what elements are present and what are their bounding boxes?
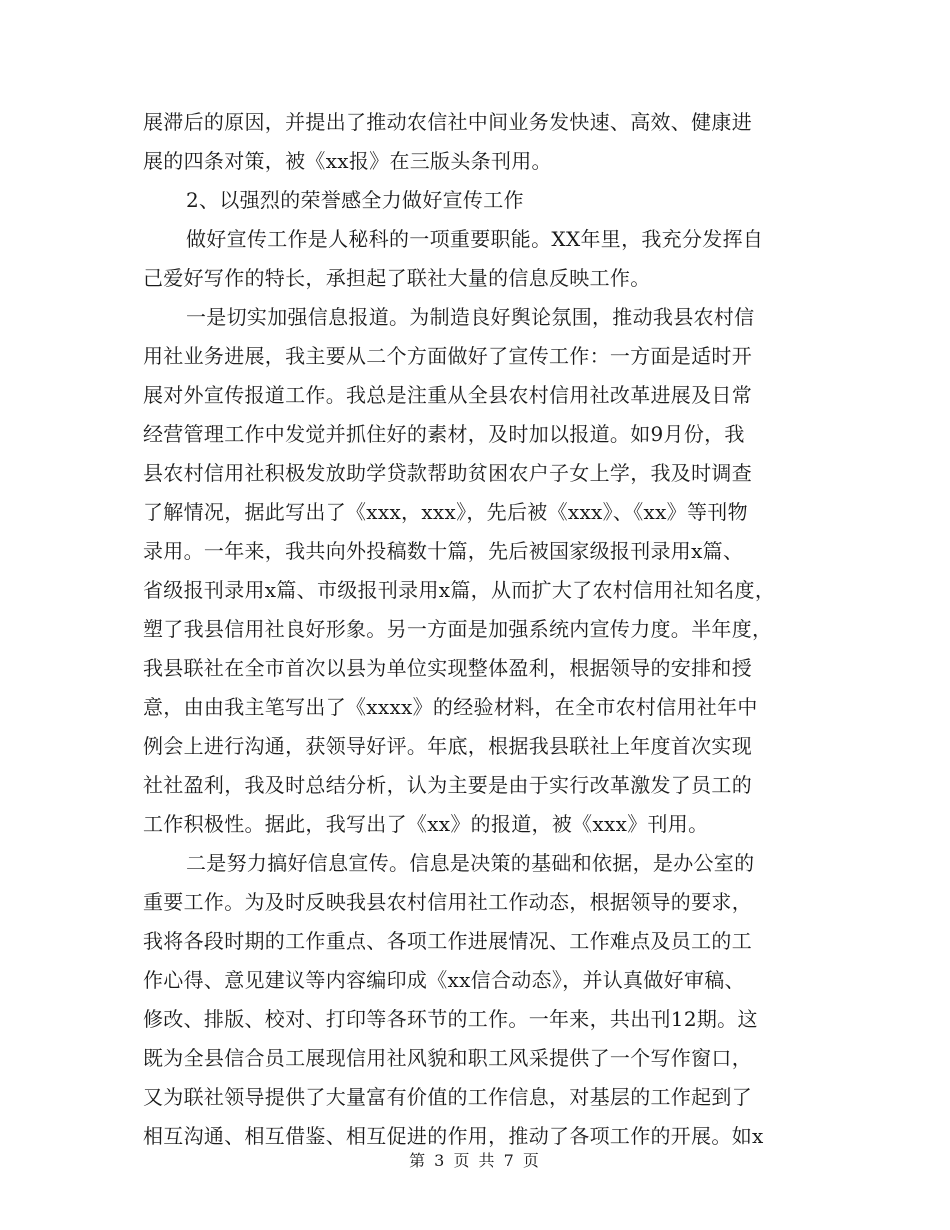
paragraph-start-line: 二是努力搞好信息宣传。信息是决策的基础和依据，是办公室的 (186, 851, 755, 875)
section-heading: 2、以强烈的荣誉感全力做好宣传工作 (186, 188, 524, 212)
text-line: 录用。一年来，我共向外投稿数十篇，先后被国家级报刊录用x篇、 (143, 539, 744, 563)
text-line: 又为联社领导提供了大量富有价值的工作信息，对基层的工作起到了 (143, 1085, 752, 1109)
text-line: 社社盈利，我及时总结分析，认为主要是由于实行改革激发了员工的 (143, 773, 752, 797)
text-line: 塑了我县信用社良好形象。另一方面是加强系统内宣传力度。半年度， (143, 617, 773, 641)
text-line: 展滞后的原因，并提出了推动农信社中间业务发快速、高效、健康进 (143, 110, 752, 134)
text-line: 经营管理工作中发觉并抓住好的素材，及时加以报道。如9月份，我 (143, 422, 745, 446)
page-number-footer: 第 3 页 共 7 页 (409, 1151, 541, 1170)
text-line: 省级报刊录用x篇、市级报刊录用x篇，从而扩大了农村信用社知名度， (143, 578, 776, 602)
text-line: 例会上进行沟通，获领导好评。年底，根据我县联社上年度首次实现 (143, 734, 752, 758)
paragraph-start-line: 做好宣传工作是人秘科的一项重要职能。XX年里，我充分发挥自 (186, 227, 764, 251)
text-line: 用社业务进展，我主要从二个方面做好了宣传工作：一方面是适时开 (143, 344, 752, 368)
text-line: 我县联社在全市首次以县为单位实现整体盈利，根据领导的安排和授 (143, 656, 752, 680)
text-line: 工作积极性。据此，我写出了《xx》的报道，被《xxx》刊用。 (143, 812, 709, 836)
text-line: 意，由由我主笔写出了《xxxx》的经验材料，在全市农村信用社年中 (143, 695, 758, 719)
text-line: 作心得、意见建议等内容编印成《xx信合动态》，并认真做好审稿、 (143, 968, 745, 992)
text-line: 既为全县信合员工展现信用社风貌和职工风采提供了一个写作窗口， (143, 1046, 752, 1070)
text-line: 展的四条对策，被《xx报》在三版头条刊用。 (143, 149, 552, 173)
text-line: 己爱好写作的特长，承担起了联社大量的信息反映工作。 (143, 266, 651, 290)
text-line: 展对外宣传报道工作。我总是注重从全县农村信用社改革进展及日常 (143, 383, 752, 407)
text-line: 修改、排版、校对、打印等各环节的工作。一年来，共出刊12期。这 (143, 1007, 758, 1031)
text-line: 了解情况，据此写出了《xxx，xxx》，先后被《xxx》、《xx》等刊物 (143, 500, 748, 524)
text-line: 重要工作。为及时反映我县农村信用社工作动态，根据领导的要求， (143, 890, 752, 914)
paragraph-start-line: 一是切实加强信息报道。为制造良好舆论氛围，推动我县农村信 (186, 305, 755, 329)
text-line: 我将各段时期的工作重点、各项工作进展情况、工作难点及员工的工 (143, 929, 752, 953)
text-line: 县农村信用社积极发放助学贷款帮助贫困农户子女上学，我及时调查 (143, 461, 752, 485)
text-line: 相互沟通、相互借鉴、相互促进的作用，推动了各项工作的开展。如x (143, 1124, 764, 1148)
